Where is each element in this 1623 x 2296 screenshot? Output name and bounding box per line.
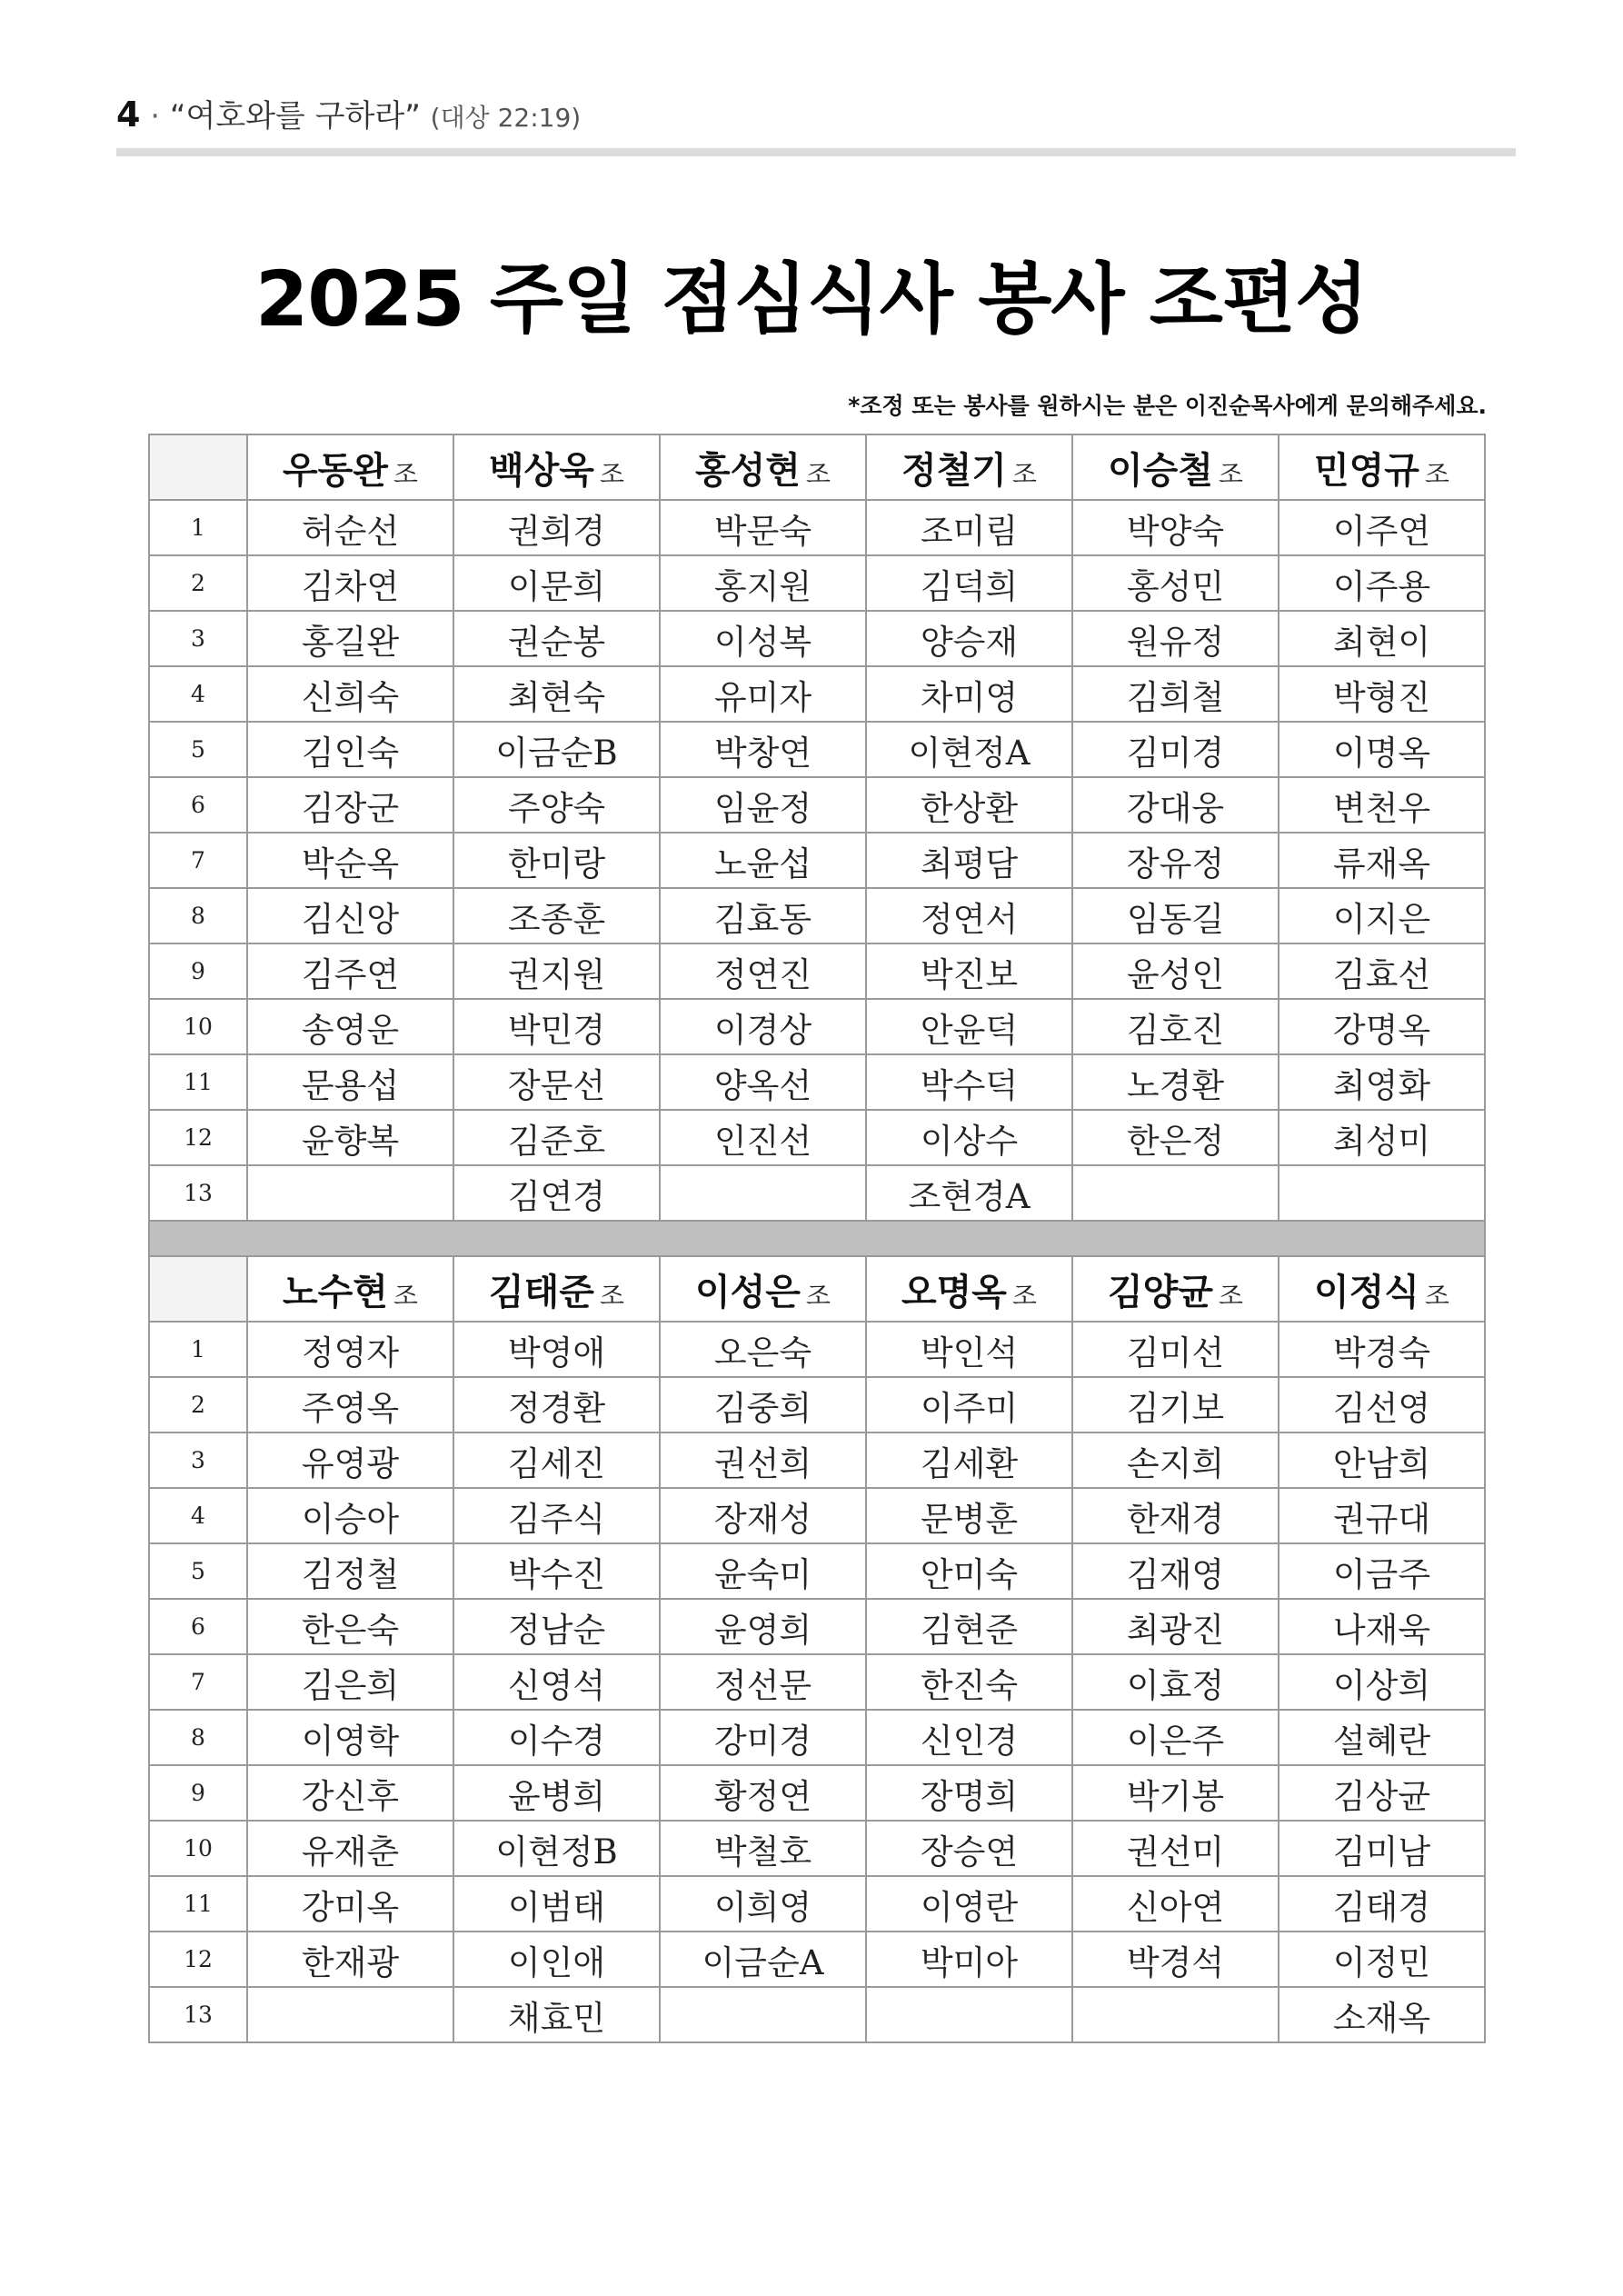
member-name-cell: 강대웅 — [1072, 777, 1279, 833]
row-number: 13 — [149, 1987, 247, 2042]
row-number: 1 — [149, 1322, 247, 1377]
group-suffix: 조 — [1218, 458, 1243, 489]
table-row — [149, 999, 1485, 1054]
member-name-cell: 한재경 — [1072, 1488, 1279, 1543]
member-name-cell — [1072, 1165, 1279, 1221]
group-header-cell — [453, 1256, 660, 1322]
member-name-cell: 한진숙 — [866, 1654, 1072, 1710]
member-name-cell: 박경숙 — [1279, 1322, 1485, 1377]
header-corner-cell — [149, 434, 247, 500]
member-name-cell: 윤향복 — [247, 1110, 453, 1165]
table-row — [149, 1165, 1485, 1221]
row-number: 2 — [149, 555, 247, 611]
row-number: 9 — [149, 1765, 247, 1821]
member-name-cell: 이금주 — [1279, 1543, 1485, 1599]
member-name-cell: 주영옥 — [247, 1377, 453, 1433]
header-corner-cell — [149, 1256, 247, 1322]
group-suffix: 조 — [599, 458, 624, 489]
group-suffix: 조 — [1424, 458, 1449, 489]
member-name-cell: 이성복 — [660, 611, 866, 666]
table-row — [149, 1543, 1485, 1599]
row-number: 2 — [149, 1377, 247, 1433]
group-leader-name: 홍성현 — [695, 449, 801, 492]
row-number: 4 — [149, 666, 247, 722]
row-number: 8 — [149, 1710, 247, 1765]
member-name-cell: 신희숙 — [247, 666, 453, 722]
page-number: 4 — [116, 95, 141, 135]
member-name-cell: 김세환 — [866, 1433, 1072, 1488]
group-leader-name: 이성은 — [695, 1271, 801, 1313]
row-number: 8 — [149, 888, 247, 943]
group-suffix: 조 — [393, 458, 418, 489]
member-name-cell: 양승재 — [866, 611, 1072, 666]
member-name-cell: 한재광 — [247, 1932, 453, 1987]
member-name-cell: 권지원 — [453, 943, 660, 999]
row-number: 7 — [149, 1654, 247, 1710]
table-row — [149, 666, 1485, 722]
row-number: 1 — [149, 500, 247, 555]
member-name-cell: 홍지원 — [660, 555, 866, 611]
member-name-cell: 신영석 — [453, 1654, 660, 1710]
table-row — [149, 1599, 1485, 1654]
group-leader-name: 정철기 — [901, 449, 1007, 492]
group-suffix: 조 — [805, 1280, 831, 1311]
table-row — [149, 555, 1485, 611]
member-name-cell: 이상수 — [866, 1110, 1072, 1165]
contact-note: *조정 또는 봉사를 원하시는 분은 이진순목사에게 문의해주세요. — [848, 393, 1487, 419]
member-name-cell: 이상희 — [1279, 1654, 1485, 1710]
member-name-cell — [660, 1987, 866, 2042]
member-name-cell: 박인석 — [866, 1322, 1072, 1377]
table-row — [149, 611, 1485, 666]
member-name-cell: 장재성 — [660, 1488, 866, 1543]
member-name-cell: 박창연 — [660, 722, 866, 777]
group-leader-name: 민영규 — [1314, 449, 1419, 492]
member-name-cell: 강미옥 — [247, 1876, 453, 1932]
row-number: 13 — [149, 1165, 247, 1221]
group-header-cell — [1072, 1256, 1279, 1322]
member-name-cell: 이인애 — [453, 1932, 660, 1987]
member-name-cell: 강신후 — [247, 1765, 453, 1821]
header-rule — [116, 148, 1516, 156]
member-name-cell: 정연서 — [866, 888, 1072, 943]
group-leader-name: 백상욱 — [489, 449, 594, 492]
table-row — [149, 1433, 1485, 1488]
member-name-cell: 한미랑 — [453, 833, 660, 888]
member-name-cell: 김차연 — [247, 555, 453, 611]
group-header-cell — [866, 1256, 1072, 1322]
member-name-cell: 김미선 — [1072, 1322, 1279, 1377]
group-header-cell — [247, 434, 453, 500]
member-name-cell: 한상환 — [866, 777, 1072, 833]
group-suffix: 조 — [1011, 1280, 1037, 1311]
member-name-cell: 권선미 — [1072, 1821, 1279, 1876]
member-name-cell: 이현정B — [453, 1821, 660, 1876]
row-number: 10 — [149, 1821, 247, 1876]
member-name-cell: 최광진 — [1072, 1599, 1279, 1654]
member-name-cell: 박양숙 — [1072, 500, 1279, 555]
member-name-cell: 박철호 — [660, 1821, 866, 1876]
member-name-cell: 장문선 — [453, 1054, 660, 1110]
member-name-cell: 유영광 — [247, 1433, 453, 1488]
member-name-cell: 김장군 — [247, 777, 453, 833]
member-name-cell: 윤성인 — [1072, 943, 1279, 999]
member-name-cell: 박수진 — [453, 1543, 660, 1599]
member-name-cell: 권희경 — [453, 500, 660, 555]
member-name-cell: 김미남 — [1279, 1821, 1485, 1876]
member-name-cell: 정경환 — [453, 1377, 660, 1433]
group-suffix: 조 — [1011, 458, 1037, 489]
member-name-cell: 한은정 — [1072, 1110, 1279, 1165]
member-name-cell: 노경환 — [1072, 1054, 1279, 1110]
group-header-cell — [453, 434, 660, 500]
member-name-cell: 이영학 — [247, 1710, 453, 1765]
member-name-cell: 조종훈 — [453, 888, 660, 943]
table-row — [149, 500, 1485, 555]
group-leader-name: 노수현 — [283, 1271, 388, 1313]
member-name-cell: 이승아 — [247, 1488, 453, 1543]
group-header-row — [149, 434, 1485, 500]
member-name-cell: 김주연 — [247, 943, 453, 999]
member-name-cell: 김연경 — [453, 1165, 660, 1221]
member-name-cell: 설혜란 — [1279, 1710, 1485, 1765]
member-name-cell: 변천우 — [1279, 777, 1485, 833]
row-number: 6 — [149, 777, 247, 833]
group-suffix: 조 — [1218, 1280, 1243, 1311]
group-leader-name: 우동완 — [283, 449, 388, 492]
member-name-cell: 채효민 — [453, 1987, 660, 2042]
member-name-cell: 이현정A — [866, 722, 1072, 777]
table-row — [149, 722, 1485, 777]
group-suffix: 조 — [393, 1280, 418, 1311]
member-name-cell: 홍길완 — [247, 611, 453, 666]
member-name-cell: 강명옥 — [1279, 999, 1485, 1054]
table-row — [149, 1765, 1485, 1821]
member-name-cell: 김현준 — [866, 1599, 1072, 1654]
member-name-cell: 류재옥 — [1279, 833, 1485, 888]
member-name-cell: 정남순 — [453, 1599, 660, 1654]
member-name-cell: 박미아 — [866, 1932, 1072, 1987]
member-name-cell: 박수덕 — [866, 1054, 1072, 1110]
member-name-cell: 김준호 — [453, 1110, 660, 1165]
row-number: 9 — [149, 943, 247, 999]
member-name-cell: 권규대 — [1279, 1488, 1485, 1543]
member-name-cell: 김정철 — [247, 1543, 453, 1599]
member-name-cell: 허순선 — [247, 500, 453, 555]
member-name-cell: 권선희 — [660, 1433, 866, 1488]
member-name-cell: 문병훈 — [866, 1488, 1072, 1543]
member-name-cell: 한은숙 — [247, 1599, 453, 1654]
member-name-cell: 최성미 — [1279, 1110, 1485, 1165]
member-name-cell: 최현이 — [1279, 611, 1485, 666]
member-name-cell: 문용섭 — [247, 1054, 453, 1110]
member-name-cell: 인진선 — [660, 1110, 866, 1165]
table-row — [149, 888, 1485, 943]
member-name-cell — [866, 1987, 1072, 2042]
member-name-cell: 박영애 — [453, 1322, 660, 1377]
member-name-cell: 임윤정 — [660, 777, 866, 833]
member-name-cell — [247, 1987, 453, 2042]
member-name-cell: 송영운 — [247, 999, 453, 1054]
table-row — [149, 1821, 1485, 1876]
member-name-cell — [660, 1165, 866, 1221]
header-quote: “여호와를 구하라” — [169, 98, 421, 135]
member-name-cell: 김재영 — [1072, 1543, 1279, 1599]
member-name-cell: 조미림 — [866, 500, 1072, 555]
row-number: 11 — [149, 1876, 247, 1932]
table-row — [149, 1654, 1485, 1710]
member-name-cell: 이금순A — [660, 1932, 866, 1987]
member-name-cell: 양옥선 — [660, 1054, 866, 1110]
member-name-cell: 김효선 — [1279, 943, 1485, 999]
member-name-cell: 박순옥 — [247, 833, 453, 888]
member-name-cell: 이지은 — [1279, 888, 1485, 943]
group-header-cell — [1279, 1256, 1485, 1322]
row-number: 11 — [149, 1054, 247, 1110]
member-name-cell: 안남희 — [1279, 1433, 1485, 1488]
header-reference: (대상 22:19) — [430, 103, 582, 133]
member-name-cell: 박형진 — [1279, 666, 1485, 722]
page-title: 2025 주일 점심식사 봉사 조편성 — [254, 255, 1369, 344]
row-number: 3 — [149, 611, 247, 666]
member-name-cell: 김인숙 — [247, 722, 453, 777]
member-name-cell: 홍성민 — [1072, 555, 1279, 611]
member-name-cell: 박민경 — [453, 999, 660, 1054]
member-name-cell: 김주식 — [453, 1488, 660, 1543]
member-name-cell: 차미영 — [866, 666, 1072, 722]
member-name-cell: 이주미 — [866, 1377, 1072, 1433]
group-suffix: 조 — [1424, 1280, 1449, 1311]
member-name-cell: 유재춘 — [247, 1821, 453, 1876]
table-row — [149, 777, 1485, 833]
member-name-cell: 박진보 — [866, 943, 1072, 999]
group-suffix: 조 — [599, 1280, 624, 1311]
table-row — [149, 1377, 1485, 1433]
table-row — [149, 1987, 1485, 2042]
roster-table — [148, 434, 1486, 2043]
member-name-cell: 손지희 — [1072, 1433, 1279, 1488]
group-header-cell — [866, 434, 1072, 500]
member-name-cell: 정영자 — [247, 1322, 453, 1377]
header-separator: · — [150, 98, 161, 135]
member-name-cell: 이주연 — [1279, 500, 1485, 555]
table-row — [149, 943, 1485, 999]
member-name-cell: 김선영 — [1279, 1377, 1485, 1433]
table-row — [149, 1932, 1485, 1987]
group-header-cell — [660, 1256, 866, 1322]
member-name-cell: 최평담 — [866, 833, 1072, 888]
row-number: 7 — [149, 833, 247, 888]
member-name-cell: 안미숙 — [866, 1543, 1072, 1599]
table-row — [149, 1322, 1485, 1377]
group-leader-name: 오명옥 — [901, 1271, 1007, 1313]
member-name-cell — [247, 1165, 453, 1221]
member-name-cell: 정선문 — [660, 1654, 866, 1710]
member-name-cell: 김덕희 — [866, 555, 1072, 611]
row-number: 5 — [149, 1543, 247, 1599]
member-name-cell: 신아연 — [1072, 1876, 1279, 1932]
table-row — [149, 1876, 1485, 1932]
member-name-cell: 이희영 — [660, 1876, 866, 1932]
member-name-cell: 황정연 — [660, 1765, 866, 1821]
row-number: 6 — [149, 1599, 247, 1654]
group-suffix: 조 — [805, 458, 831, 489]
member-name-cell: 박경석 — [1072, 1932, 1279, 1987]
member-name-cell: 박기봉 — [1072, 1765, 1279, 1821]
page-header — [116, 91, 581, 135]
member-name-cell — [1279, 1165, 1485, 1221]
member-name-cell: 이영란 — [866, 1876, 1072, 1932]
member-name-cell: 장명희 — [866, 1765, 1072, 1821]
member-name-cell: 김세진 — [453, 1433, 660, 1488]
group-header-row — [149, 1256, 1485, 1322]
member-name-cell: 이명옥 — [1279, 722, 1485, 777]
group-header-cell — [1279, 434, 1485, 500]
section-divider-cell — [149, 1221, 1485, 1256]
row-number: 12 — [149, 1110, 247, 1165]
member-name-cell: 장유정 — [1072, 833, 1279, 888]
member-name-cell: 김미경 — [1072, 722, 1279, 777]
member-name-cell: 이경상 — [660, 999, 866, 1054]
member-name-cell: 김은희 — [247, 1654, 453, 1710]
group-header-cell — [247, 1256, 453, 1322]
member-name-cell: 소재옥 — [1279, 1987, 1485, 2042]
group-leader-name: 김태준 — [489, 1271, 594, 1313]
member-name-cell: 윤병희 — [453, 1765, 660, 1821]
member-name-cell: 신인경 — [866, 1710, 1072, 1765]
member-name-cell: 이주용 — [1279, 555, 1485, 611]
member-name-cell: 이금순B — [453, 722, 660, 777]
group-leader-name: 김양균 — [1108, 1271, 1213, 1313]
row-number: 5 — [149, 722, 247, 777]
row-number: 12 — [149, 1932, 247, 1987]
member-name-cell: 김상균 — [1279, 1765, 1485, 1821]
group-leader-name: 이승철 — [1108, 449, 1213, 492]
member-name-cell: 김중희 — [660, 1377, 866, 1433]
group-leader-name: 이정식 — [1314, 1271, 1419, 1313]
member-name-cell: 장승연 — [866, 1821, 1072, 1876]
member-name-cell: 김신앙 — [247, 888, 453, 943]
member-name-cell: 조현경A — [866, 1165, 1072, 1221]
member-name-cell: 임동길 — [1072, 888, 1279, 943]
member-name-cell: 이범태 — [453, 1876, 660, 1932]
table-row — [149, 1054, 1485, 1110]
member-name-cell: 유미자 — [660, 666, 866, 722]
member-name-cell: 김효동 — [660, 888, 866, 943]
member-name-cell: 정연진 — [660, 943, 866, 999]
table-row — [149, 1710, 1485, 1765]
member-name-cell: 김희철 — [1072, 666, 1279, 722]
member-name-cell: 김호진 — [1072, 999, 1279, 1054]
group-header-cell — [1072, 434, 1279, 500]
member-name-cell: 권순봉 — [453, 611, 660, 666]
member-name-cell: 이은주 — [1072, 1710, 1279, 1765]
group-header-cell — [660, 434, 866, 500]
member-name-cell: 이수경 — [453, 1710, 660, 1765]
member-name-cell: 윤숙미 — [660, 1543, 866, 1599]
table-row — [149, 1488, 1485, 1543]
member-name-cell: 김기보 — [1072, 1377, 1279, 1433]
member-name-cell — [1072, 1987, 1279, 2042]
member-name-cell: 이효정 — [1072, 1654, 1279, 1710]
member-name-cell: 최영화 — [1279, 1054, 1485, 1110]
member-name-cell: 윤영희 — [660, 1599, 866, 1654]
row-number: 3 — [149, 1433, 247, 1488]
member-name-cell: 원유정 — [1072, 611, 1279, 666]
row-number: 4 — [149, 1488, 247, 1543]
member-name-cell: 나재욱 — [1279, 1599, 1485, 1654]
member-name-cell: 김태경 — [1279, 1876, 1485, 1932]
table-row — [149, 1110, 1485, 1165]
member-name-cell: 노윤섭 — [660, 833, 866, 888]
member-name-cell: 이문희 — [453, 555, 660, 611]
member-name-cell: 강미경 — [660, 1710, 866, 1765]
member-name-cell: 최현숙 — [453, 666, 660, 722]
member-name-cell: 안윤덕 — [866, 999, 1072, 1054]
member-name-cell: 이정민 — [1279, 1932, 1485, 1987]
row-number: 10 — [149, 999, 247, 1054]
section-divider — [149, 1221, 1485, 1256]
member-name-cell: 오은숙 — [660, 1322, 866, 1377]
member-name-cell: 박문숙 — [660, 500, 866, 555]
table-row — [149, 833, 1485, 888]
member-name-cell: 주양숙 — [453, 777, 660, 833]
